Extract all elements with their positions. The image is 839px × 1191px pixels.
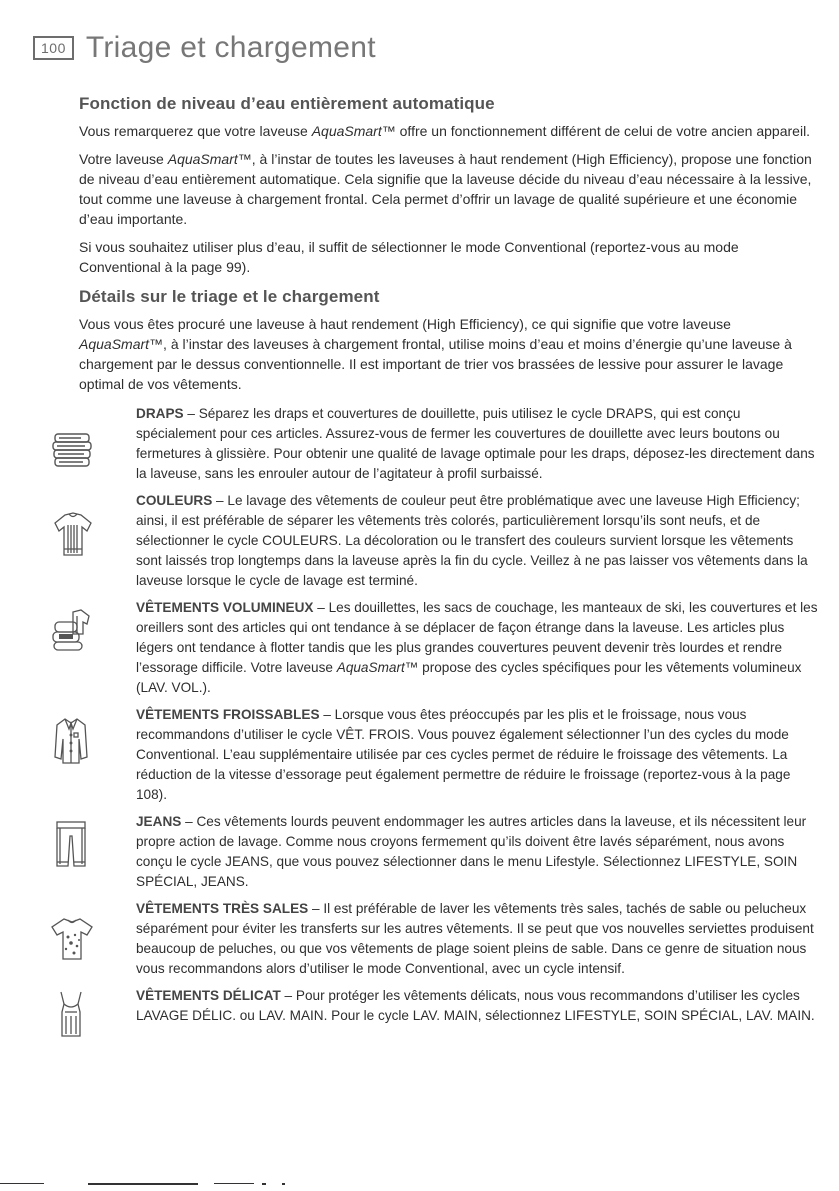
text: Votre laveuse [79,151,168,167]
sorting-item-colors [79,491,819,591]
sorting-item-bulky [79,598,819,698]
bulky-items-icon [48,604,98,656]
sorting-item-sheets [79,404,819,484]
section-heading-sorting: Détails sur le triage et le chargement [79,287,380,306]
text: Vous remarquerez que votre laveuse [79,123,312,139]
item-text [136,705,819,805]
brand-name: AquaSmart™ [336,660,419,675]
item-body: – Il est préférable de laver les vêtements très sales, tachés de sable ou pelucheux séparément pour éviter les transferts sur les autres vêtements. Il se peut que vos nouvelles serviettes produisent beaucoup de peluches, ou que vos vêtements de plage soient pleins de sable. Dans ce genre de situation nous vous recommandons alors d’utiliser le mode Conventional, avec un cycle intensif. [136,901,814,976]
dirty-shirt-icon [47,913,97,965]
sorting-item-delicate [79,986,819,1026]
scan-footer-marks [0,1180,839,1188]
jeans-icon [49,818,93,870]
item-label: JEANS [136,814,182,829]
item-body: – Pour protéger les vêtements délicats, nous vous recommandons d’utiliser les cycles LAVAGE DÉLIC. ou LAV. MAIN. Pour le cycle LAV. MAIN, sélectionnez LIFESTYLE, SOIN SPÉCIAL, LAV. MAIN. [136,988,815,1023]
paragraph: Si vous souhaitez utiliser plus d’eau, il suffit de sélectionner le mode Conventional (reportez-vous au mode Conventional à la page 99). [79,239,739,275]
text: , à l’instar de toutes les laveuses à haut rendement (High Efficiency), propose une fonction de niveau d’eau entièrement automatique. Cela signifie que la laveuse décide du niveau d’eau nécessaire à la lessive, tout comme une laveuse à chargement frontal. Cela permet d’offrir un lavage de qualité supérieure et une économie d’eau importante. [79,151,812,227]
text: , à l’instar des laveuses à chargement frontal, utilise moins d’eau et moins d’énergie qu’une laveuse à chargement par le dessus conventionnelle. Il est important de trier vos brassées de lessive pour assurer le lavage optimal de vos vêtements. [79,336,792,392]
text: Vous vous êtes procuré une laveuse à haut rendement (High Efficiency), ce qui signifie que votre laveuse [79,316,731,332]
sorting-item-wrinkle [79,705,819,805]
item-body: – Ces vêtements lourds peuvent endommager les autres articles dans la laveuse, et ils nécessitent leur propre action de lavage. Comme nous croyons fermement qu’ils doivent être lavés séparément, nous avons conçu le cycle JEANS, que vous pouvez sélectionner dans le menu Lifestyle. Sélectionnez LIFESTYLE, SOIN SPÉCIAL, JEANS. [136,814,807,889]
brand-name: AquaSmart™ [311,123,396,139]
item-label: VÊTEMENTS DÉLICAT [136,988,281,1003]
sorting-item-jeans [79,812,819,892]
item-body: – Les douillettes, les sacs de couchage, les manteaux de ski, les couvertures et les oreillers sont des articles qui ont tendance à se déplacer de façon étrange dans la laveuse. Les articles plus légers ont tendance à flotter tandis que les plus grandes couvertures peuvent devenir très lourdes et rendre l’essorage difficile. Votre laveuse [136,600,818,675]
page-title: Triage et chargement [85,31,376,64]
item-body: – Séparez les draps et couvertures de douillette, puis utilisez le cycle DRAPS, qui est conçu spécialement pour ces articles. Assurez-vous de fermer les couvertures de douillette avec leurs boutons ou fermetures à glissière. Pour obtenir une qualité de lavage optimale pour les draps, déposez-les directement dans la laveuse, sans les enrouler autour de l’agitateur à profil surbaissé. [136,406,815,481]
item-text [136,899,819,979]
brand-name: AquaSmart™ [167,151,252,167]
item-label: VÊTEMENTS FROISSABLES [136,707,320,722]
item-body: – Le lavage des vêtements de couleur peut être problématique avec une laveuse High Efficiency; ainsi, il est préférable de séparer les vêtements très colorés, particulièrement lorsqu’ils sont neufs, et de sélectionner le cycle COULEURS. La décoloration ou le transfert des couleurs survient lorsque les vêtements sont laissés trop longtemps dans la laveuse après la fin du cycle. Veillez à ne pas laisser vos vêtements dans la laveuse lorsque le cycle de lavage est terminé. [136,493,808,588]
item-text [136,404,819,484]
item-text [136,598,819,698]
item-text [136,812,819,892]
item-body: – Lorsque vous êtes préoccupés par les plis et le froissage, nous vous recommandons d’utiliser le cycle VÊT. FROIS. Vous pouvez également sélectionner l’un des cycles du mode Conventional. L’eau supplémentaire utilisée par ces cycles permet de réduire le froissage des vêtements. La réduction de la vitesse d’essorage peut également permettre de réduire le froissage (reportez-vous à la page 108). [136,707,791,802]
page-header [33,28,376,68]
section-heading-water-level: Fonction de niveau d’eau entièrement automatique [79,94,495,113]
item-label: VÊTEMENTS TRÈS SALES [136,901,309,916]
item-text [136,986,819,1026]
text: offre un fonctionnement différent de celui de votre ancien appareil. [395,123,811,139]
item-label: COULEURS [136,493,213,508]
paragraph [79,121,819,141]
paragraph [79,149,819,229]
item-label: VÊTEMENTS VOLUMINEUX [136,600,314,615]
item-label: DRAPS [136,406,184,421]
item-body: propose des cycles spécifiques pour les vêtements volumineux (LAV. VOL.). [136,660,802,695]
sweater-icon [49,509,97,561]
paragraph [79,314,819,394]
sorting-item-heavily-soiled [79,899,819,979]
folded-sheets-icon [51,426,95,478]
brand-name: AquaSmart™ [79,336,164,352]
dress-shirt-icon [49,715,93,767]
camisole-icon [49,988,93,1040]
page-content [79,94,819,1033]
page-number: 100 [33,36,74,60]
item-text [136,491,819,591]
